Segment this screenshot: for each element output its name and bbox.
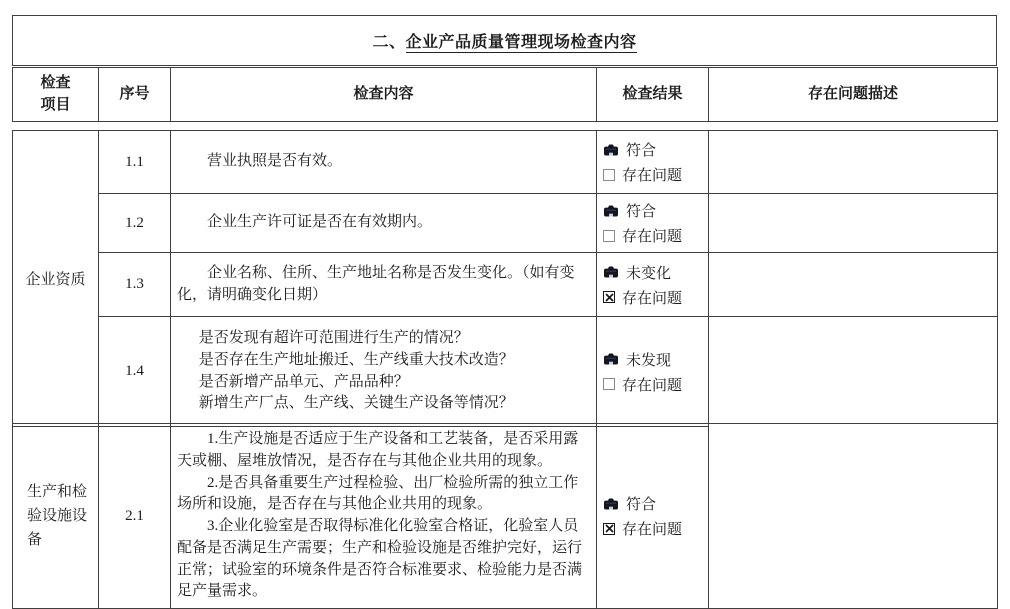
inspection-content-text: 是否发现有超许可范围进行生产的情况？ [198,330,469,346]
empty-checkbox[interactable] [603,230,615,242]
result-option-pass[interactable] [603,139,706,160]
crossed-checkbox[interactable] [603,291,615,303]
result-cell [597,424,709,609]
row-number: 1.2 [99,194,171,253]
result-option-pass[interactable] [603,200,706,221]
result-option-label: 未变化 [626,265,672,282]
header-problem-description: 存在问题描述 [709,68,998,122]
result-option-label: 符合 [626,204,657,220]
row-number: 1.3 [99,253,171,317]
result-option-problem[interactable] [603,225,706,246]
title-prefix: 二、 [372,34,406,51]
result-option-problem[interactable] [603,518,706,539]
table-row [13,194,998,253]
title-main: 企业产品质量管理现场检查内容 [405,34,637,51]
result-option-label: 存在问题 [622,522,683,538]
inspection-content-text: 是否新增产品单元、产品品种？ [198,373,409,390]
inspection-content-text: 营业执照是否有效。 [207,153,343,170]
inspection-content-cell [171,317,597,427]
crossed-checkbox[interactable] [603,523,615,535]
table-row [13,317,998,427]
result-cell [597,194,709,253]
result-option-problem[interactable] [603,287,706,308]
table-row [13,68,998,122]
result-option-label: 符合 [626,497,657,513]
category-label: 生 产 和 检 验 设 施 设 备 [13,424,99,609]
table-row [13,131,998,194]
header-serial-no: 序号 [99,68,171,122]
result-option-pass[interactable] [603,493,706,514]
problem-description-cell[interactable] [709,194,998,253]
checked-marker-icon[interactable] [603,266,619,278]
checked-marker-icon[interactable] [603,144,619,156]
row-number: 1.4 [99,317,171,427]
empty-checkbox[interactable] [603,378,615,390]
section-production-inspection-facilities [12,423,998,609]
problem-description-cell[interactable] [709,317,998,427]
inspection-content-text: 新增生产厂点、生产线、关键生产设备等情况？ [198,395,514,412]
inspection-content-text: 3.企业化验室是否取得标准化化验室合格证，化验室人员配备是否满足生产需要；生产和检验设施是否维护完好，运行正常；试验室的环境条件是否符合标准要求、检验能力是否满足产量需求。 [177,518,583,600]
result-option-notfound[interactable] [603,349,706,370]
checked-marker-icon[interactable] [603,353,619,365]
result-option-nochange[interactable] [603,262,706,283]
row-number: 1.1 [99,131,171,194]
problem-description-cell[interactable] [709,253,998,317]
result-option-problem[interactable] [603,374,706,395]
title-box [12,15,997,66]
table-row [13,253,998,317]
result-option-problem[interactable] [603,164,706,185]
category-label: 企业资质 [13,131,99,427]
table-row [13,16,997,66]
result-cell [597,131,709,194]
row-number: 2.1 [99,424,171,609]
result-option-label: 未发现 [626,352,672,369]
inspection-content-cell [171,424,597,609]
header-inspection-item: 检查 项目 [13,68,99,122]
page-title [372,34,636,53]
result-option-label: 存在问题 [622,290,683,307]
table-row [13,424,998,609]
column-header [12,67,998,122]
inspection-content-text: 是否存在生产地址搬迁、生产线重大技术改造？ [198,351,514,368]
result-cell [597,317,709,427]
problem-description-cell[interactable] [709,424,998,609]
inspection-content-cell [171,194,597,253]
result-option-label: 符合 [626,143,657,159]
result-cell [597,253,709,317]
result-option-label: 存在问题 [622,229,683,245]
inspection-content-cell [171,253,597,317]
checked-marker-icon[interactable] [603,205,619,217]
header-inspection-result: 检查结果 [597,68,709,122]
section-enterprise-qualification [12,130,998,427]
checked-marker-icon[interactable] [603,498,619,510]
inspection-content-text: 企业名称、住所、生产地址名称是否发生变化。（如有变化，请明确变化日期） [177,264,575,303]
inspection-content-text: 1.生产设施是否适应于生产设备和工艺装备，是否采用露天或棚、屋堆放情况，是否存在与其他企业共用的现象。 [177,431,579,469]
problem-description-cell[interactable] [709,131,998,194]
inspection-content-text: 企业生产许可证是否在有效期内。 [207,214,433,231]
result-option-label: 存在问题 [622,377,683,394]
inspection-content-cell [171,131,597,194]
inspection-content-text: 2.是否具备重要生产过程检验、出厂检验所需的独立工作场所和设施，是否存在与其他企业共用的现象。 [177,474,579,513]
empty-checkbox[interactable] [603,169,615,181]
header-inspection-content: 检查内容 [171,68,597,122]
result-option-label: 存在问题 [622,168,683,184]
